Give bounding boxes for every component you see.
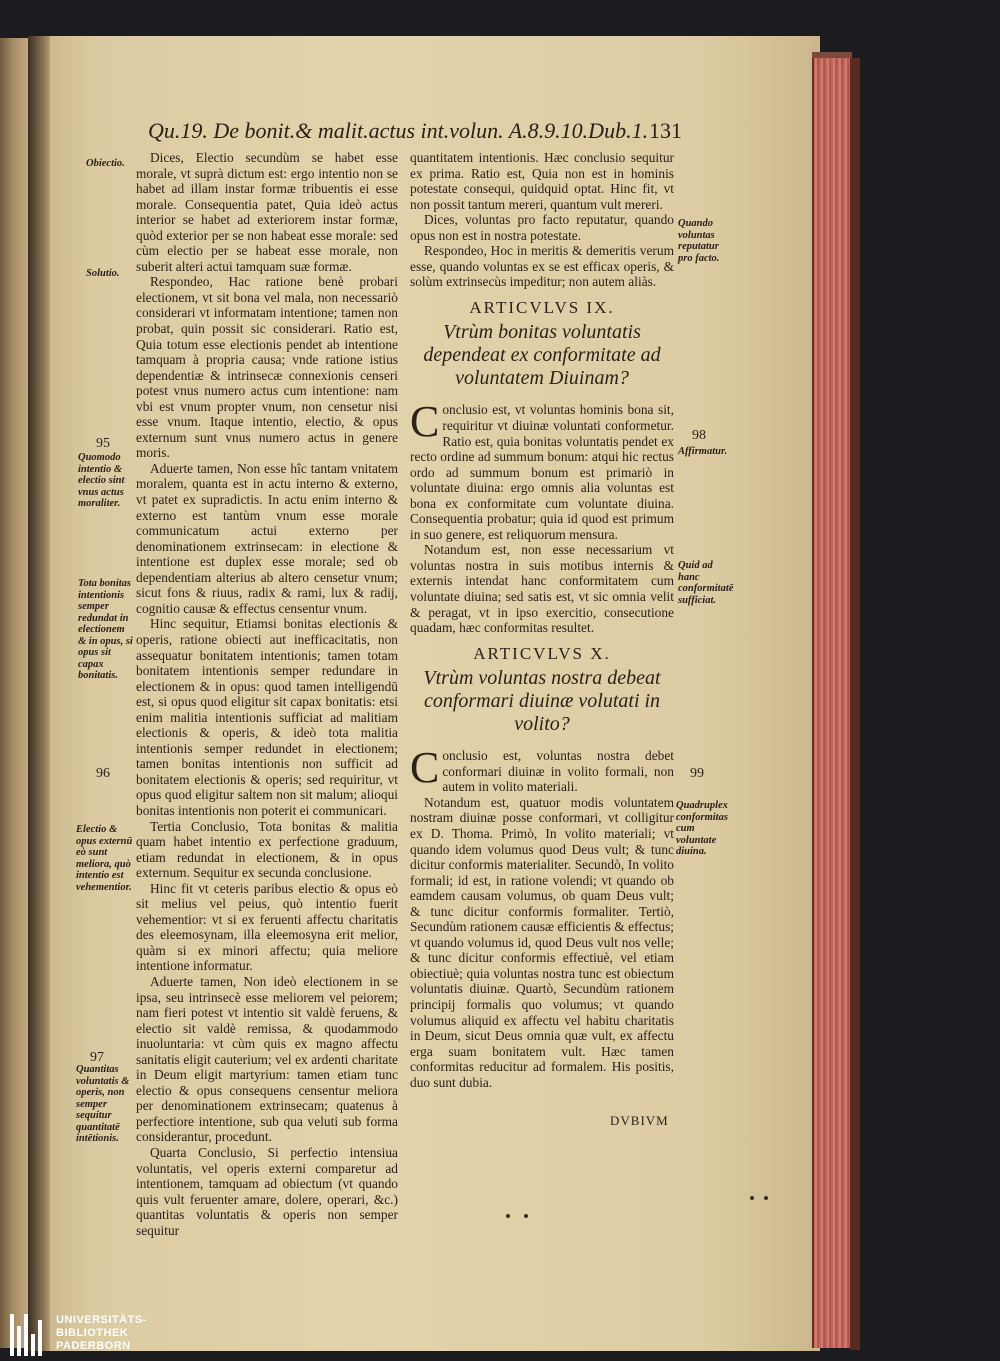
paragraph: Tertia Conclusio, Tota bonitas & malitia quam habet intentio ex perfectione graduum, etiam redundat in electionem, & in opus externum. Sequitur ex secunda conclusione. (136, 818, 398, 881)
library-logo-icon (10, 1314, 46, 1356)
margin-note-95: Quomodo intentio & electio sint vnus actus moraliter. (78, 452, 125, 509)
paragraph (410, 743, 674, 795)
catchword: DVBIVM (610, 1113, 669, 1128)
margin-number-96: 96 (96, 766, 110, 781)
paragraph: Hinc fit vt ceteris paribus electio & opus eò sit melius vel peius, quò intentio fuerit vehementior: vt si ex feruenti affectu charitatis des eleemosynam, illa eleemosyna erit melior, quàm si ex minori affectu; quia meliore intentione informatur. (136, 880, 398, 974)
ink-dot (764, 1196, 768, 1200)
left-column (136, 150, 398, 1238)
margin-note-96: Electio & opus externū eò sunt meliora, quò intentio est vehementior. (76, 824, 133, 893)
article-ix-question: Vtrùm bonitas voluntatis dependeat ex conformitate ad voluntatem Diuinam? (423, 321, 661, 390)
drop-cap: C (410, 743, 440, 793)
library-name-line: UNIVERSITÄTS- (56, 1314, 147, 1326)
paragraph-text: onclusio est, voluntas nostra debet conformari diuinæ in volito formali, non autem in volito materiali. (442, 748, 674, 795)
margin-note-solutio: Solutio. (86, 268, 120, 279)
header-title: Qu.19. De bonit.& malit.actus int.volun. A.8.9.10.Dub.1. (148, 118, 649, 143)
article-x-question: Vtrùm voluntas nostra debeat conformari diuinæ volutati in volito? (423, 667, 661, 736)
margin-note-99: Quadruplex conformitas cum voluntate diuina. (676, 800, 728, 857)
red-page-edges (812, 58, 854, 1348)
margin-number-99: 99 (690, 766, 704, 781)
drop-cap: C (410, 397, 440, 447)
paragraph: Respondeo, Hoc in meritis & demeritis verum esse, quando voluntas ex se est efficax operis, & solùm extrinsecùs impeditur; non autem aliàs. (410, 243, 674, 290)
margin-note-obiectio: Obiectio. (86, 158, 125, 169)
paragraph: Notandum est, quatuor modis voluntatem nostram diuinæ posse conformari, vt colligitur ex D. Thoma. Primò, In volito materiali; vt quando idem volumus quod Deus vult; & tunc dicitur conformis materialiter. Secundò, In volito formali; id est, in ratione volendi; vt quando ob eamdem causam volumus, ob quam Deus vult; & tunc dicitur conformis formaliter. Tertiò, Secundùm rationem causæ efficientis & effectus; vt quando volumus id, quod Deus vult nos velle; & tunc dicitur conformis effectiuè, vel etiam obiectiuè; quia voluntas nostra tunc est obiectum voluntatis diuinæ. Quartò, Secundùm rationem principij formalis quo volumus; vt quando volumus aliquid ex affectu vel habitu charitatis in Deum, sicut Deus omnia quæ vult, ex affectu erga suam bonitatem vult. Hæc tamen conformitas reducitur ad formalem. His positis, duo sunt dubia. (410, 794, 674, 1090)
article-ix-title: ARTICVLVS IX. (469, 297, 615, 317)
paragraph: Aduerte tamen, Non esse hîc tantam vnitatem moralem, quanta est in actu interno & externo, vt patet ex supradictis. In actu enim interno & externo est tantùm vnum esse morale communicatum actui externo per denominationem extrinsecam: in electione & intentione est duplex esse morale; sed ob dependentiam alterius ab altero censetur vnum; sicut fons & riuus, radix & rami, lux & radij, cognitio causæ & effectus censentur vnum. (136, 460, 398, 616)
margin-note-tota-bonitas: Tota bonitas intentionis semper redundat in electionem & in opus, si opus sit capax bonitatis. (78, 578, 133, 681)
paragraph: Notandum est, non esse necessarium vt voluntas nostra in suis motibus internis & externis intendat hanc conformitatem cum voluntate diuina; sed satis est, vt sic omnia velit & peragat, vt in ipso exercitio, consecutione quadam, hæc conformitas resultet. (410, 542, 674, 636)
paragraph: Hinc sequitur, Etiamsi bonitas electionis & operis, ratione obiecti aut inefficacitatis, non assequatur bonitatem intentionis; tamen totam bonitatem intentionis semper redundare in electionem & in opus: quod tamen intelligendū est, si opus quod eligitur sit capax bonitatis: etsi enim malitia intentionis sufficiat ad malitiam electionis & operis, & ideò tota malitia intentionis semper redundet in electionem; tamen bonitas intentionis non sufficit ad bonitatem electionis & operis; sed requiritur, vt opus quod eligitur saltem non sit malum; alioqui bonitas intentionis non poterit ei communicari. (136, 616, 398, 818)
running-header (148, 118, 682, 144)
ink-dot (750, 1196, 754, 1200)
library-logo-text (56, 1314, 147, 1353)
library-logo (10, 1310, 150, 1360)
right-column (410, 150, 674, 1090)
page-number: 131 (649, 118, 682, 143)
paragraph: Quarta Conclusio, Si perfectio intensiua voluntatis, vel operis externi comparetur ad intentionem, tamquam ad obiectum (vt quando quis vult feruenter amare, dolere, operari, &c.) quantitas voluntatis & operis non semper sequitur (136, 1145, 398, 1238)
paragraph: Respondeo, Hac ratione benè probari electionem, vt sit bona vel mala, non necessariò considerari vt informatam intentione; tamen non probat, quin possit sic considerari. Ratio est, Quia totum esse electionis pendet ab intentione tamquam à propria causa; vnde ratione istius dependentiæ & intrinsecæ connexionis censeri potest vnus numero actus cum intentione: nam vbi est vnum propter vnum, non censetur nisi esse vnum. Itaque intentio, electio, & opus externum sunt vnus numero actus in genere moris. (136, 274, 398, 461)
paragraph: Dices, voluntas pro facto reputatur, quando opus non est in nostra potestate. (410, 212, 674, 243)
margin-number-98: 98 (692, 428, 706, 443)
paragraph-text: onclusio est, vt voluntas hominis bona sit, requiritur vt diuinæ voluntati conformetur. Ratio est, quia bonitas voluntatis pendet ex recto ordine ad summum bonum: atqui hic rectus ordo ad summum bonum est primariò in voluntate diuina: ergo omnis alia voluntas est bona ex conformitate cum voluntate diuina. Consequentia probatur; quia id quod est primum in suo genere, est reliquorum mensura. (410, 402, 674, 542)
ink-dot (524, 1214, 528, 1218)
paragraph: Dices, Electio secundùm se habet esse morale, vt suprà dictum est: ergo intentio non se habet ad illam instar formæ tribuentis ei esse morale. Consequentia patet, Quia ideò actus interior se habet ad exteriorem instar formæ, quòd exterior per se non habeat esse morale: sed cùm electio per se habeat esse morale, non suberit alteri actui tamquam suæ formæ. (136, 150, 398, 274)
margin-note-quidnam: Quid ad hanc conformitatē sufficiat. (678, 560, 734, 606)
article-x-title: ARTICVLVS X. (473, 643, 611, 663)
margin-number-97: 97 (90, 1050, 104, 1065)
margin-number-95: 95 (96, 436, 110, 451)
library-name-line: BIBLIOTHEK (56, 1327, 129, 1339)
paragraph: quantitatem intentionis. Hæc conclusio sequitur ex prima. Ratio est, Quia non est in hominis potestate consequi, quidquid optat. Hinc fit, vt non possit tantum mereri, quantum vult mereri. (410, 150, 674, 212)
margin-note-quando: Quando voluntas reputatur pro facto. (678, 218, 720, 264)
margin-note-98: Affirmatur. (678, 446, 728, 457)
library-name-line: PADERBORN (56, 1340, 131, 1352)
paragraph (410, 397, 674, 542)
paragraph: Aduerte tamen, Non ideò electionem in se ipsa, seu intrinsecè esse meliorem vel peiorem; nam fieri potest vt intentio sit valdè feruens, & electio sit valdè remissa, & quodammodo inuoluntaria: vt cùm quis ex magno affectu sanitatis eligit cauterium; vel ex ardenti charitate in Deum eligit martyrium: tamen etiam tunc electio & opus consequens censentur meliora per denominationem extrinsecam; quatenus à perfectiore intentione, sub qua veluti sub forma considerantur, procedunt. (136, 973, 398, 1145)
ink-dot (506, 1214, 510, 1218)
book-cover-edge (850, 58, 860, 1350)
margin-note-97: Quantitas voluntatis & operis, non semper sequitur quantitatē intētionis. (76, 1064, 130, 1144)
